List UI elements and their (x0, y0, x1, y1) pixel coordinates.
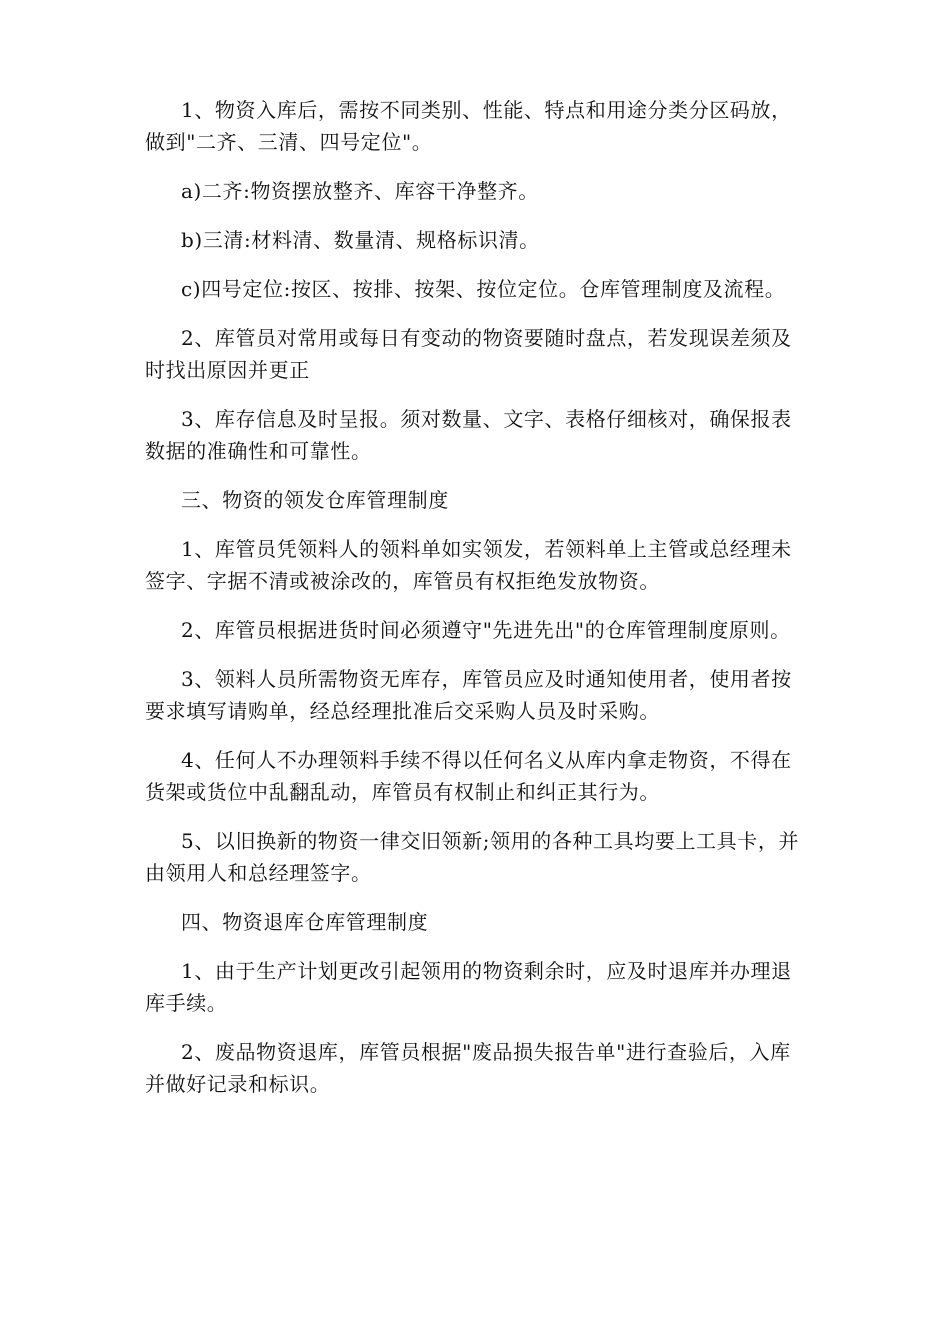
paragraph-5: 2、库管员对常用或每日有变动的物资要随时盘点，若发现误差须及时找出原因并更正 (145, 326, 792, 382)
paragraph-14: 1、由于生产计划更改引起领用的物资剩余时，应及时退库并办理退库手续。 (145, 959, 792, 1015)
paragraph-3: b)三清:材料清、数量清、规格标识清。 (181, 228, 540, 252)
paragraph-2: a)二齐:物资摆放整齐、库容干净整齐。 (181, 179, 539, 203)
section-heading-3: 三、物资的领发仓库管理制度 (181, 488, 449, 512)
document-body (145, 94, 810, 1117)
paragraph-11: 4、任何人不办理领料手续不得以任何名义从库内拿走物资，不得在货架或货位中乱翻乱动，库管员有权制止和纠正其行为。 (145, 748, 792, 804)
paragraph-8: 1、库管员凭领料人的领料单如实领发，若领料单上主管或总经理未签字、字据不清或被涂改的，库管员有权拒绝发放物资。 (145, 537, 792, 593)
paragraph-1: 1、物资入库后，需按不同类别、性能、特点和用途分类分区码放，做到"二齐、三清、四号定位"。 (145, 98, 792, 154)
paragraph-4: c)四号定位:按区、按排、按架、按位定位。仓库管理制度及流程。 (181, 277, 786, 301)
paragraph-6: 3、库存信息及时呈报。须对数量、文字、表格仔细核对，确保报表数据的准确性和可靠性。 (145, 407, 792, 463)
section-heading-4: 四、物资退库仓库管理制度 (181, 910, 429, 934)
paragraph-12: 5、以旧换新的物资一律交旧领新;领用的各种工具均要上工具卡，并由领用人和总经理签字。 (145, 829, 800, 885)
paragraph-9: 2、库管员根据进货时间必须遵守"先进先出"的仓库管理制度原则。 (181, 618, 791, 642)
paragraph-15: 2、废品物资退库，库管员根据"废品损失报告单"进行查验后，入库并做好记录和标识。 (145, 1040, 791, 1096)
paragraph-10: 3、领料人员所需物资无库存，库管员应及时通知使用者，使用者按要求填写请购单，经总经理批准后交采购人员及时采购。 (145, 667, 792, 723)
